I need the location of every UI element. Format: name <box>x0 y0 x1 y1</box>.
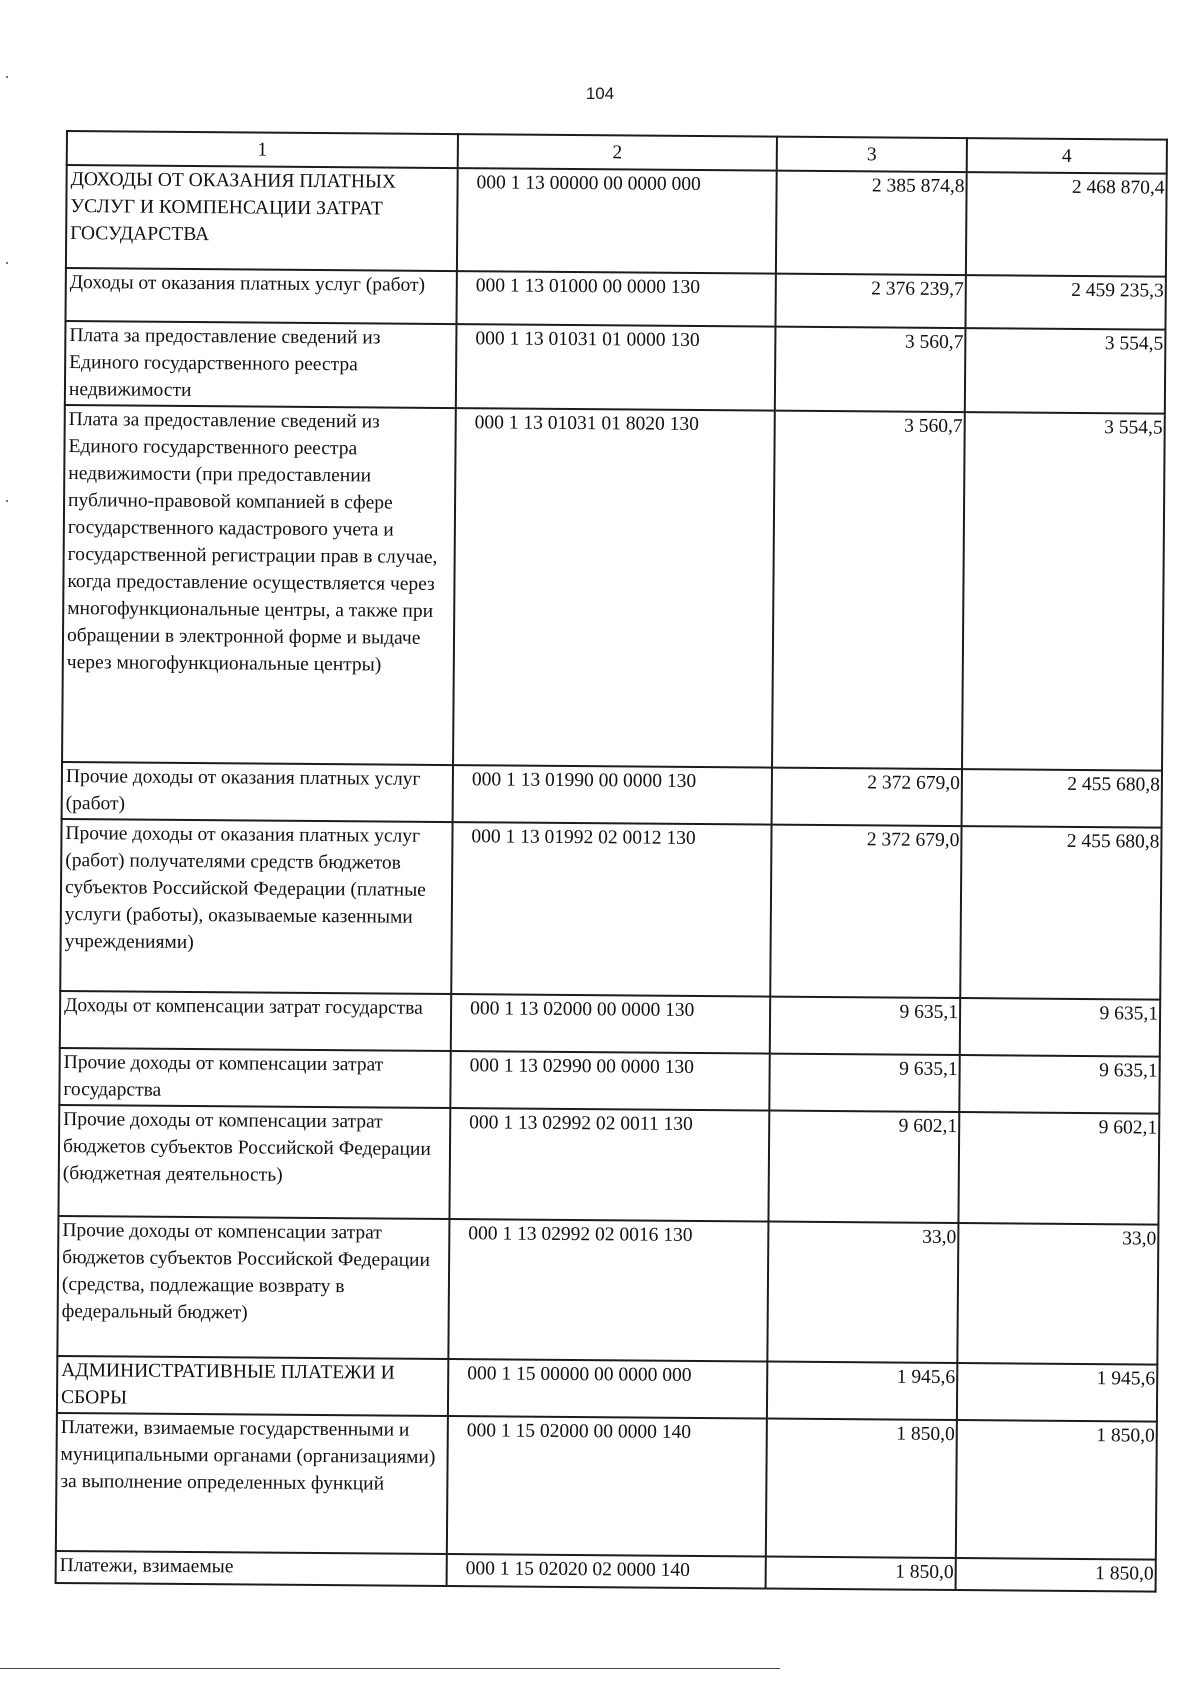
row-value-col4: 3 554,5 <box>962 412 1165 771</box>
row-value-col3: 9 602,1 <box>768 1111 959 1223</box>
scan-artifact-dot <box>6 262 8 264</box>
row-value-col4: 2 455 680,8 <box>962 769 1162 828</box>
row-value-col3: 2 372 679,0 <box>770 825 961 998</box>
table-row <box>66 165 1167 277</box>
column-header-4: 4 <box>967 138 1167 174</box>
table-row <box>62 762 1162 828</box>
row-name: Прочие доходы от оказания платных услуг (работ) получателями средств бюджетов субъектов Российской Федерации (платные услуги (работы), оказываемые казенными учреждениями) <box>60 819 452 994</box>
row-value-col3: 9 635,1 <box>769 1054 959 1112</box>
row-value-col4: 1 945,6 <box>957 1363 1157 1422</box>
row-value-col4: 2 459 235,3 <box>965 275 1165 330</box>
row-value-col3: 3 560,7 <box>772 411 965 769</box>
table-row <box>58 1105 1159 1225</box>
table-row <box>65 268 1165 330</box>
row-value-col3: 3 560,7 <box>775 327 966 412</box>
row-code: 000 1 13 02990 00 0000 130 <box>450 1051 769 1111</box>
row-name: Доходы от оказания платных услуг (работ) <box>65 268 456 324</box>
column-header-3: 3 <box>777 137 967 172</box>
row-name: АДМИНИСТРАТИВНЫЕ ПЛАТЕЖИ И СБОРЫ <box>57 1356 448 1416</box>
row-value-col4: 1 850,0 <box>956 1558 1156 1592</box>
row-value-col4: 9 635,1 <box>959 1055 1159 1114</box>
row-code: 000 1 13 02000 00 0000 130 <box>451 994 770 1054</box>
row-code: 000 1 13 01000 00 0000 130 <box>456 271 775 327</box>
table-row <box>56 1413 1157 1560</box>
row-value-col3: 1 850,0 <box>766 1557 956 1590</box>
row-name: Плата за предоставление сведений из Единого государственного реестра недвижимости <box>65 321 457 408</box>
row-name: Прочие доходы от компенсации затрат бюджетов субъектов Российской Федерации (средства, подлежащие возврату в федеральный бюджет) <box>57 1216 449 1359</box>
scan-bottom-rule <box>0 1668 780 1669</box>
row-code: 000 1 13 01990 00 0000 130 <box>453 765 772 825</box>
row-value-col4: 2 468 870,4 <box>966 172 1167 277</box>
row-value-col4: 33,0 <box>957 1223 1158 1365</box>
row-value-col3: 1 850,0 <box>766 1419 957 1558</box>
row-name: Платежи, взимаемые государственными и муниципальными органами (организациями) за выполнение определенных функций <box>56 1413 448 1554</box>
row-name: ДОХОДЫ ОТ ОКАЗАНИЯ ПЛАТНЫХ УСЛУГ И КОМПЕНСАЦИИ ЗАТРАТ ГОСУДАРСТВА <box>66 165 458 271</box>
table-row <box>60 991 1160 1057</box>
row-code: 000 1 15 02000 00 0000 140 <box>447 1416 767 1557</box>
row-code: 000 1 13 01992 02 0012 130 <box>451 822 771 997</box>
table-row <box>57 1356 1157 1422</box>
row-code: 000 1 13 01031 01 8020 130 <box>453 408 775 767</box>
row-value-col4: 1 850,0 <box>956 1420 1157 1560</box>
table-row <box>59 1048 1159 1114</box>
row-code: 000 1 13 02992 02 0016 130 <box>448 1219 768 1362</box>
table-row <box>57 1216 1158 1365</box>
row-value-col3: 2 376 239,7 <box>775 274 965 328</box>
row-name: Платежи, взимаемые <box>56 1551 447 1586</box>
row-value-col4: 3 554,5 <box>965 328 1166 414</box>
table-row <box>62 405 1165 771</box>
row-name: Прочие доходы от компенсации затрат бюджетов субъектов Российской Федерации (бюджетная деятельность) <box>58 1105 450 1219</box>
row-name: Плата за предоставление сведений из Единого государственного реестра недвижимости (при предоставлении публично-правовой компанией в сфере государственного кадастрового учета и государственной регистрации прав в случае, когда предоставление осуществляется через многофункциональные центры, а также при обращении в электронной форме и выдаче через многофункциональные центры) <box>62 405 456 765</box>
column-header-1: 1 <box>67 131 458 168</box>
row-code: 000 1 13 01031 01 0000 130 <box>456 324 776 411</box>
row-code: 000 1 15 02020 02 0000 140 <box>447 1554 766 1589</box>
row-name: Доходы от компенсации затрат государства <box>60 991 451 1051</box>
revenue-table-container <box>55 130 1166 1593</box>
row-code: 000 1 13 02992 02 0011 130 <box>449 1108 769 1222</box>
row-name: Прочие доходы от оказания платных услуг (работ) <box>62 762 453 822</box>
scan-artifact-dot <box>6 500 8 502</box>
row-value-col3: 9 635,1 <box>770 997 960 1055</box>
row-value-col3: 1 945,6 <box>767 1362 957 1420</box>
table-row <box>60 819 1161 1000</box>
page-number: 104 <box>585 84 615 103</box>
column-header-2: 2 <box>458 134 777 171</box>
table-row <box>65 321 1166 414</box>
row-code: 000 1 13 00000 00 0000 000 <box>457 168 777 274</box>
row-value-col3: 2 385 874,8 <box>776 171 967 275</box>
row-name: Прочие доходы от компенсации затрат государства <box>59 1048 450 1108</box>
row-code: 000 1 15 00000 00 0000 000 <box>448 1359 767 1419</box>
revenue-table <box>55 130 1168 1593</box>
row-value-col3: 2 372 679,0 <box>772 768 962 826</box>
scan-artifact-dot <box>6 76 8 78</box>
row-value-col4: 9 602,1 <box>958 1112 1159 1225</box>
row-value-col3: 33,0 <box>767 1222 958 1363</box>
row-value-col4: 2 455 680,8 <box>960 826 1161 1000</box>
row-value-col4: 9 635,1 <box>960 998 1160 1057</box>
